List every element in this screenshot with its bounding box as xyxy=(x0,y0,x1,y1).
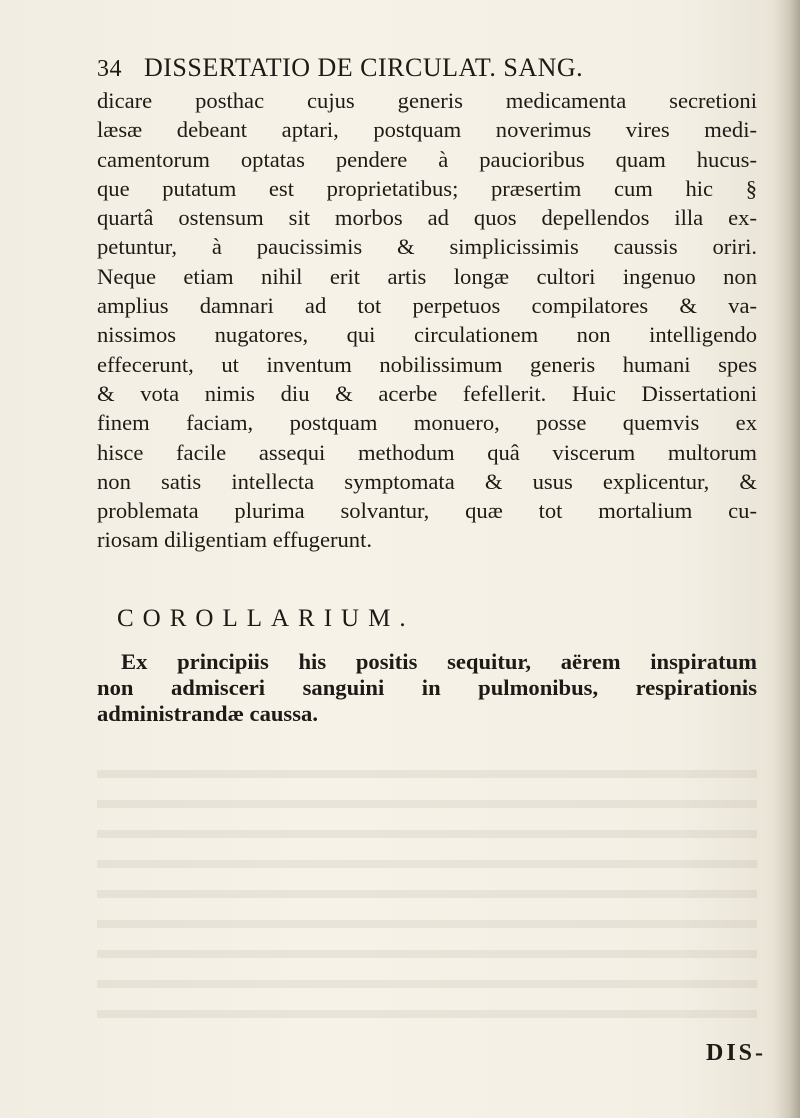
body-line: dicare posthac cujus generis medicamenta secretioni xyxy=(97,88,757,113)
body-line: non satis intellecta symptomata & usus explicentur, & xyxy=(97,468,757,494)
text-block xyxy=(97,52,757,727)
body-line: quartâ ostensum sit morbos ad quos depellendos illa ex- xyxy=(97,205,757,231)
page-number: 34 xyxy=(97,56,122,82)
body-line: Neque etiam nihil erit artis longæ cultori ingenuo non xyxy=(97,263,757,289)
body-paragraph xyxy=(97,86,757,555)
corollarium-line: administrandæ caussa. xyxy=(97,700,318,726)
corollarium-line: non admisceri sanguini in pulmonibus, respirationis xyxy=(97,674,757,700)
running-header xyxy=(97,52,757,84)
body-line: petuntur, à paucissimis & simplicissimis caussis oriri. xyxy=(97,234,757,260)
body-line: riosam diligentiam effugerunt. xyxy=(97,527,373,553)
body-line: nissimos nugatores, qui circulationem non intelligendo xyxy=(97,322,757,348)
body-line: læsæ debeant aptari, postquam noverimus vires medi- xyxy=(97,117,757,143)
body-line: amplius damnari ad tot perpetuos compilatores & va- xyxy=(97,293,757,319)
corollarium-paragraph xyxy=(97,649,757,727)
corollarium-line: Ex principiis his positis sequitur, aërem inspiratum xyxy=(121,648,757,674)
body-line: effecerunt, ut inventum nobilissimum generis humani spes xyxy=(97,351,757,377)
catchword: DIS- xyxy=(706,1040,767,1066)
body-line: finem faciam, postquam monuero, posse quemvis ex xyxy=(97,410,757,436)
body-line: que putatum est proprietatibus; præsertim cum hic § xyxy=(97,175,757,201)
body-line: camentorum optatas pendere à paucioribus quam hucus- xyxy=(97,146,757,172)
section-heading: COROLLARIUM. xyxy=(117,604,415,632)
body-line: hisce facile assequi methodum quâ viscerum multorum xyxy=(97,439,757,465)
body-line: problemata plurima solvantur, quæ tot mortalium cu- xyxy=(97,498,757,524)
show-through-text xyxy=(97,760,757,1020)
body-line: & vota nimis diu & acerbe fefellerit. Huic Dissertationi xyxy=(97,380,757,406)
running-title: DISSERTATIO DE CIRCULAT. SANG. xyxy=(144,53,584,82)
page-edge-shadow xyxy=(772,0,800,1118)
